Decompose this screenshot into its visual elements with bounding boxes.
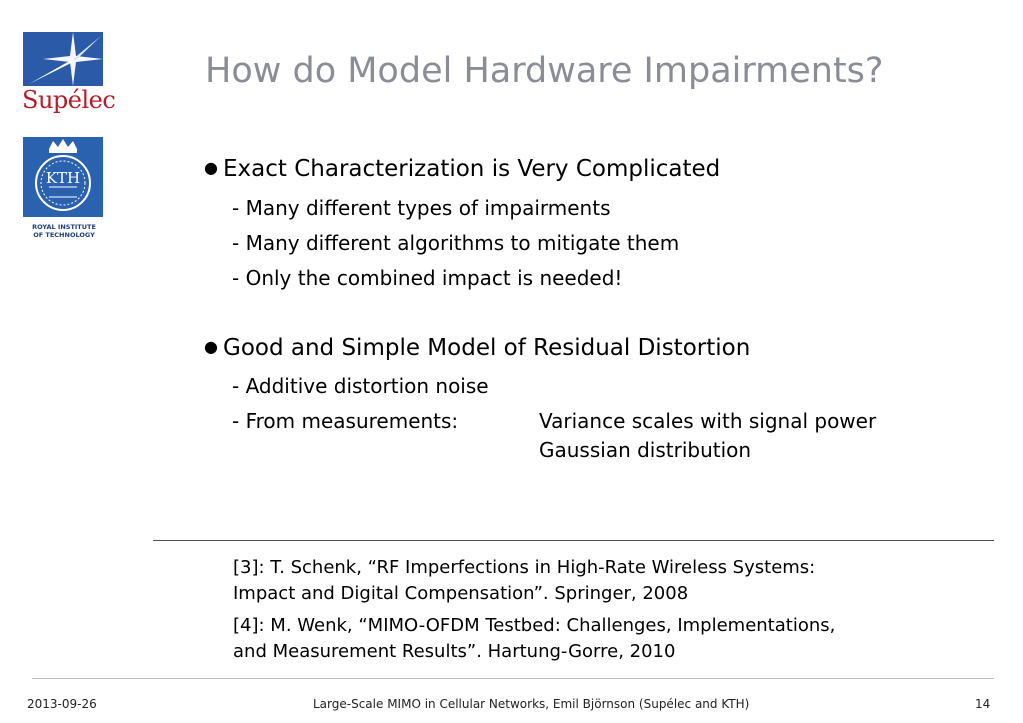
reference-line: [4]: M. Wenk, “MIMO-OFDM Testbed: Challenges, Implementations, [233,615,836,636]
sub-item: - Many different algorithms to mitigate them [232,231,680,255]
reference-line: Impact and Digital Compensation”. Springer, 2008 [233,583,689,604]
kth-emblem-text: KTH [45,169,81,187]
sub-item: - Only the combined impact is needed! [232,266,623,290]
bullet-item [204,335,750,361]
bullet-icon: ● [204,337,218,356]
kth-caption-line2: OF TECHNOLOGY [33,231,95,239]
reference-line: [3]: T. Schenk, “RF Imperfections in High-Rate Wireless Systems: [233,557,816,578]
measurement-detail: Gaussian distribution [539,438,752,462]
sub-item: - Additive distortion noise [232,374,489,398]
bullet-item [204,156,720,182]
reference-item [233,613,835,665]
measurement-detail: Variance scales with signal power [539,409,877,433]
kth-caption-line1: ROYAL INSTITUTE [32,223,96,231]
sub-item: - Many different types of impairments [232,196,611,220]
kth-caption [22,223,106,239]
references-divider [153,540,994,541]
sub-item: - From measurements: [232,409,459,433]
footer-title: Large-Scale MIMO in Cellular Networks, Emil Björnson (Supélec and KTH) [313,697,750,711]
kth-logo [22,137,106,242]
reference-line: and Measurement Results”. Hartung-Gorre, 2010 [233,641,676,662]
star-icon [23,32,103,86]
slide-title: How do Model Hardware Impairments? [205,51,884,91]
footer-date: 2013-09-26 [27,697,97,711]
kth-emblem-icon [23,137,103,217]
footer-divider [32,678,994,679]
bullet-text: Good and Simple Model of Residual Distortion [223,335,751,361]
page-number: 14 [975,697,991,711]
bullet-icon: ● [204,158,218,177]
supelec-wordmark: Supélec [22,86,116,114]
bullet-text: Exact Characterization is Very Complicated [223,156,721,182]
reference-item [233,555,815,607]
supelec-logo [22,32,116,116]
